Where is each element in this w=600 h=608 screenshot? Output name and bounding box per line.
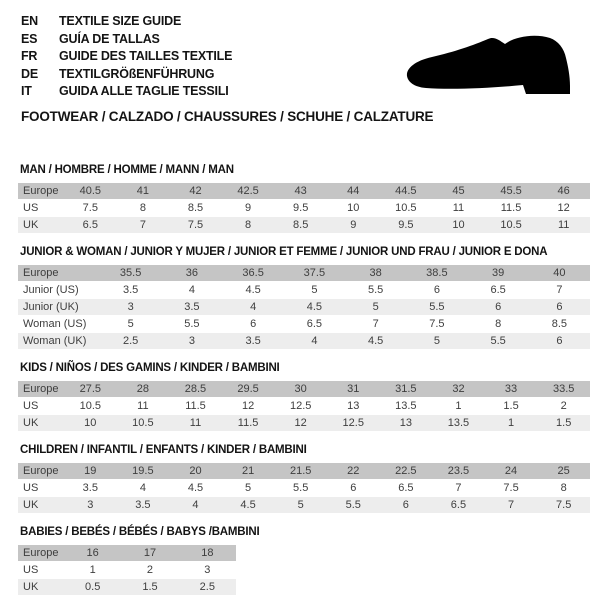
size-table-section [18,444,590,514]
language-row [21,13,232,31]
size-value-cell: 11 [169,415,222,432]
size-value-cell: 6 [327,480,380,497]
row-label: Woman (US) [18,316,100,333]
size-value-cell: 4.5 [284,299,345,316]
size-table-title: BABIES / BEBÉS / BÉBÉS / BABYS /BAMBINI [20,526,260,538]
size-value-cell: 33.5 [537,381,590,398]
size-value-cell: 2 [537,398,590,415]
size-value-cell: 1 [485,415,538,432]
size-value-cell: 8 [222,217,275,234]
row-label: Europe [18,183,64,200]
size-value-cell: 6.5 [284,316,345,333]
size-value-cell: 29.5 [222,381,275,398]
size-value-cell: 10.5 [485,217,538,234]
language-code: DE [21,66,38,81]
size-value-cell: 4 [161,282,222,299]
language-code: EN [21,14,38,28]
size-value-cell: 7 [345,316,406,333]
size-value-cell: 37.5 [284,265,345,282]
size-value-cell: 42 [169,183,222,200]
row-label: Woman (UK) [18,333,100,350]
size-value-cell: 1.5 [537,415,590,432]
row-label: Europe [18,545,64,562]
row-label: US [18,562,64,579]
size-value-cell: 44 [327,183,380,200]
size-value-cell: 12.5 [274,398,327,415]
size-value-cell: 0.5 [64,579,121,596]
size-value-cell: 13.5 [380,398,433,415]
size-value-cell: 19 [64,463,117,480]
table-row [18,200,590,217]
size-value-cell: 43 [274,183,327,200]
language-label: GUÍA DE TALLAS [59,31,160,46]
size-value-cell: 21 [222,463,275,480]
size-value-cell: 3.5 [161,299,222,316]
size-value-cell: 9 [222,200,275,217]
row-label: Junior (UK) [18,299,100,316]
size-value-cell: 5.5 [274,480,327,497]
size-value-cell: 2.5 [179,579,236,596]
size-value-cell: 40 [529,265,590,282]
size-table [18,381,590,432]
size-value-cell: 25 [537,463,590,480]
size-value-cell: 20 [169,463,222,480]
size-value-cell: 31.5 [380,381,433,398]
size-value-cell: 5.5 [345,282,406,299]
size-value-cell: 40.5 [64,183,117,200]
language-label: TEXTILGRÖßENFÜHRUNG [59,66,215,81]
size-value-cell: 5 [274,497,327,514]
size-value-cell: 46 [537,183,590,200]
size-table-title: KIDS / NIÑOS / DES GAMINS / KINDER / BAMBINI [20,362,280,374]
size-value-cell: 10 [64,415,117,432]
table-row [18,463,590,480]
size-value-cell: 5.5 [327,497,380,514]
size-value-cell: 7 [485,497,538,514]
size-value-cell: 7.5 [169,217,222,234]
row-label: UK [18,415,64,432]
size-value-cell: 17 [121,545,178,562]
size-value-cell: 12 [274,415,327,432]
size-value-cell: 5 [100,316,161,333]
size-value-cell: 13 [380,415,433,432]
size-value-cell: 11 [537,217,590,234]
size-value-cell: 39 [468,265,529,282]
size-value-cell: 3.5 [223,333,284,350]
language-row [21,66,232,84]
size-value-cell: 5.5 [161,316,222,333]
size-value-cell: 10 [327,200,380,217]
size-value-cell: 24 [485,463,538,480]
size-value-cell: 41 [117,183,170,200]
size-value-cell: 22.5 [380,463,433,480]
size-value-cell: 5.5 [468,333,529,350]
size-value-cell: 7.5 [485,480,538,497]
size-value-cell: 8 [117,200,170,217]
size-table-title: JUNIOR & WOMAN / JUNIOR Y MUJER / JUNIOR ET FEMME / JUNIOR UND FRAU / JUNIOR E DONA [20,246,548,258]
size-value-cell: 1 [432,398,485,415]
size-value-cell: 2 [121,562,178,579]
size-value-cell: 6 [380,497,433,514]
size-table-section [18,526,590,596]
table-row [18,415,590,432]
size-value-cell: 21.5 [274,463,327,480]
dress-shoe-icon [402,28,576,98]
language-code: FR [21,49,38,63]
size-value-cell: 8.5 [274,217,327,234]
size-value-cell: 5 [222,480,275,497]
size-value-cell: 3 [161,333,222,350]
size-value-cell: 7.5 [537,497,590,514]
size-value-cell: 8 [468,316,529,333]
table-row [18,183,590,200]
language-row [21,83,232,101]
size-value-cell: 7.5 [64,200,117,217]
table-row [18,217,590,234]
size-value-cell: 2.5 [100,333,161,350]
size-value-cell: 38.5 [406,265,467,282]
dress-shoe-path [407,36,570,94]
table-row [18,398,590,415]
size-value-cell: 36 [161,265,222,282]
size-table [18,545,236,596]
size-value-cell: 3 [179,562,236,579]
size-value-cell: 9 [327,217,380,234]
size-value-cell: 33 [485,381,538,398]
size-value-cell: 16 [64,545,121,562]
size-value-cell: 12 [222,398,275,415]
size-table [18,265,590,350]
size-value-cell: 9.5 [274,200,327,217]
size-value-cell: 7 [529,282,590,299]
size-value-cell: 11.5 [169,398,222,415]
row-label: Europe [18,463,64,480]
size-value-cell: 19.5 [117,463,170,480]
size-value-cell: 11 [432,200,485,217]
size-value-cell: 1.5 [121,579,178,596]
language-label: GUIDE DES TAILLES TEXTILE [59,49,233,63]
language-row [21,48,232,66]
row-label: US [18,398,64,415]
size-value-cell: 4.5 [222,497,275,514]
size-value-cell: 4.5 [223,282,284,299]
table-row [18,480,590,497]
size-value-cell: 6 [223,316,284,333]
table-row [18,265,590,282]
size-value-cell: 6 [406,282,467,299]
size-value-cell: 3.5 [64,480,117,497]
size-value-cell: 42.5 [222,183,275,200]
size-value-cell: 4 [223,299,284,316]
size-value-cell: 22 [327,463,380,480]
size-table-section [18,164,590,234]
size-value-cell: 3 [100,299,161,316]
size-value-cell: 7.5 [406,316,467,333]
table-row [18,282,590,299]
size-value-cell: 10 [432,217,485,234]
row-label: Europe [18,381,64,398]
size-value-cell: 28 [117,381,170,398]
size-value-cell: 32 [432,381,485,398]
table-row [18,562,236,579]
size-value-cell: 31 [327,381,380,398]
size-value-cell: 10.5 [380,200,433,217]
language-label: GUIDA ALLE TAGLIE TESSILI [59,84,229,98]
size-value-cell: 5 [345,299,406,316]
size-table-section [18,246,590,350]
size-value-cell: 5.5 [406,299,467,316]
size-value-cell: 8.5 [169,200,222,217]
size-value-cell: 36.5 [223,265,284,282]
size-value-cell: 35.5 [100,265,161,282]
size-value-cell: 1.5 [485,398,538,415]
size-value-cell: 6.5 [432,497,485,514]
table-row [18,316,590,333]
size-value-cell: 3.5 [100,282,161,299]
size-value-cell: 11 [117,398,170,415]
size-value-cell: 23.5 [432,463,485,480]
size-value-cell: 45 [432,183,485,200]
size-value-cell: 4.5 [345,333,406,350]
table-row [18,579,236,596]
table-row [18,497,590,514]
size-value-cell: 6.5 [64,217,117,234]
size-value-cell: 7 [117,217,170,234]
size-value-cell: 10.5 [117,415,170,432]
row-label: UK [18,497,64,514]
size-value-cell: 18 [179,545,236,562]
size-value-cell: 8.5 [529,316,590,333]
size-value-cell: 44.5 [380,183,433,200]
size-value-cell: 13.5 [432,415,485,432]
size-value-cell: 4 [117,480,170,497]
size-value-cell: 3.5 [117,497,170,514]
size-value-cell: 1 [64,562,121,579]
size-value-cell: 6 [529,333,590,350]
size-table-title: CHILDREN / INFANTIL / ENFANTS / KINDER / BAMBINI [20,444,307,456]
row-label: Junior (US) [18,282,100,299]
language-code: IT [21,84,32,98]
size-table [18,183,590,234]
language-row [21,31,232,49]
category-heading: FOOTWEAR / CALZADO / CHAUSSURES / SCHUHE / CALZATURE [21,109,434,124]
size-value-cell: 6 [468,299,529,316]
size-value-cell: 28.5 [169,381,222,398]
row-label: UK [18,579,64,596]
size-table-section [18,362,590,432]
row-label: US [18,200,64,217]
size-value-cell: 7 [432,480,485,497]
size-value-cell: 12.5 [327,415,380,432]
size-value-cell: 38 [345,265,406,282]
size-value-cell: 3 [64,497,117,514]
size-value-cell: 13 [327,398,380,415]
size-value-cell: 45.5 [485,183,538,200]
size-value-cell: 5 [284,282,345,299]
language-list [21,13,232,101]
language-code: ES [21,31,38,46]
size-value-cell: 27.5 [64,381,117,398]
size-value-cell: 10.5 [64,398,117,415]
size-value-cell: 4 [284,333,345,350]
size-table [18,463,590,514]
size-value-cell: 30 [274,381,327,398]
size-value-cell: 12 [537,200,590,217]
row-label: Europe [18,265,100,282]
size-value-cell: 4.5 [169,480,222,497]
table-row [18,333,590,350]
size-value-cell: 6 [529,299,590,316]
size-value-cell: 11.5 [222,415,275,432]
table-row [18,545,236,562]
size-value-cell: 5 [406,333,467,350]
size-value-cell: 11.5 [485,200,538,217]
size-value-cell: 9.5 [380,217,433,234]
size-value-cell: 6.5 [468,282,529,299]
size-tables [18,164,590,608]
size-value-cell: 4 [169,497,222,514]
size-value-cell: 6.5 [380,480,433,497]
row-label: US [18,480,64,497]
table-row [18,381,590,398]
size-table-title: MAN / HOMBRE / HOMME / MANN / MAN [20,164,234,176]
row-label: UK [18,217,64,234]
size-value-cell: 8 [537,480,590,497]
table-row [18,299,590,316]
language-label: TEXTILE SIZE GUIDE [59,14,182,28]
